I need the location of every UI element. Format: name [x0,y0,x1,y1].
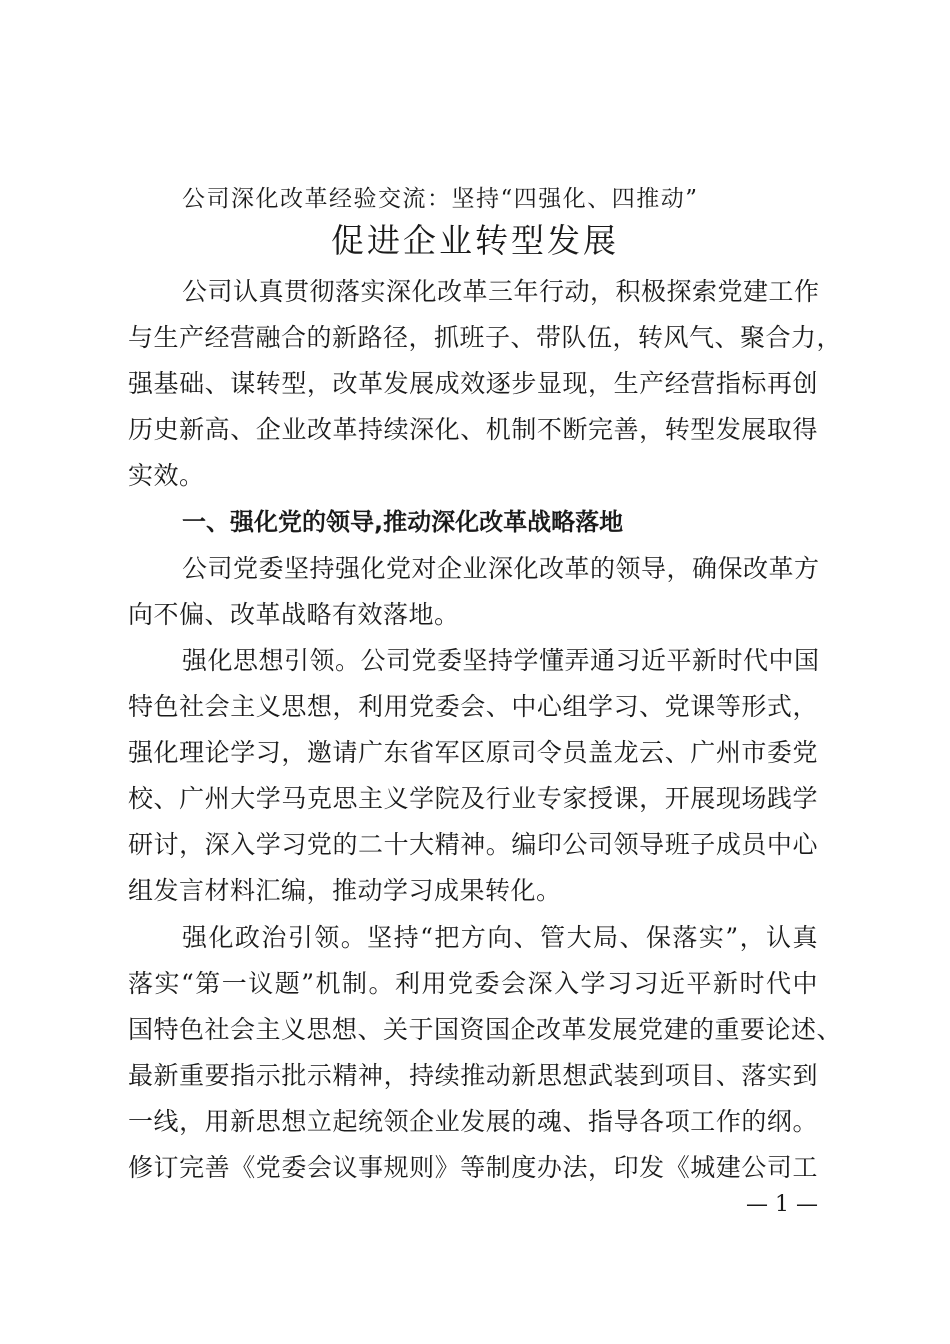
paragraph-line: 国特色社会主义思想、关于国资国企改革发展党建的重要论述、 [128,1015,843,1044]
paragraph-line: 与生产经营融合的新路径，抓班子、带队伍，转风气、聚合力， [128,323,843,352]
paragraph-line: 研讨，深入学习党的二十大精神。编印公司领导班子成员中心 [128,830,818,859]
paragraph-line: 公司党委坚持强化党对企业深化改革的领导，确保改革方 [182,554,820,583]
paragraph-line: 修订完善《党委会议事规则》等制度办法，印发《城建公司工 [128,1153,818,1182]
paragraph-line: 公司认真贯彻落实深化改革三年行动，积极探索党建工作 [182,277,820,306]
paragraph-line: 落实“第一议题”机制。利用党委会深入学习习近平新时代中 [128,969,818,998]
paragraph-line: 组发言材料汇编，推动学习成果转化。 [128,876,562,905]
document-subtitle: 公司深化改革经验交流：坚持“四强化、四推动” [182,186,699,212]
paragraph-line: 强化思想引领。公司党委坚持学懂弄通习近平新时代中国 [182,646,820,675]
paragraph-line: 校、广州大学马克思主义学院及行业专家授课，开展现场践学 [128,784,818,813]
paragraph-line: 实效。 [128,461,205,490]
paragraph-line: 特色社会主义思想，利用党委会、中心组学习、党课等形式， [128,692,818,721]
document-title: 促进企业转型发展 [331,221,619,260]
section-heading: 一、强化党的领导,推动深化改革战略落地 [182,508,624,536]
paragraph-line: 一线，用新思想立起统领企业发展的魂、指导各项工作的纲。 [128,1107,818,1136]
paragraph-line: 历史新高、企业改革持续深化、机制不断完善，转型发展取得 [128,415,818,444]
paragraph-line: 强基础、谋转型，改革发展成效逐步显现，生产经营指标再创 [128,369,818,398]
paragraph-line: 向不偏、改革战略有效落地。 [128,600,460,629]
paragraph-line: 最新重要指示批示精神，持续推动新思想武装到项目、落实到 [128,1061,818,1090]
page-number: — 1 — [746,1192,818,1217]
paragraph-line: 强化政治引领。坚持“把方向、管大局、保落实”，认真 [182,923,818,952]
paragraph-line: 强化理论学习，邀请广东省军区原司令员盖龙云、广州市委党 [128,738,818,767]
